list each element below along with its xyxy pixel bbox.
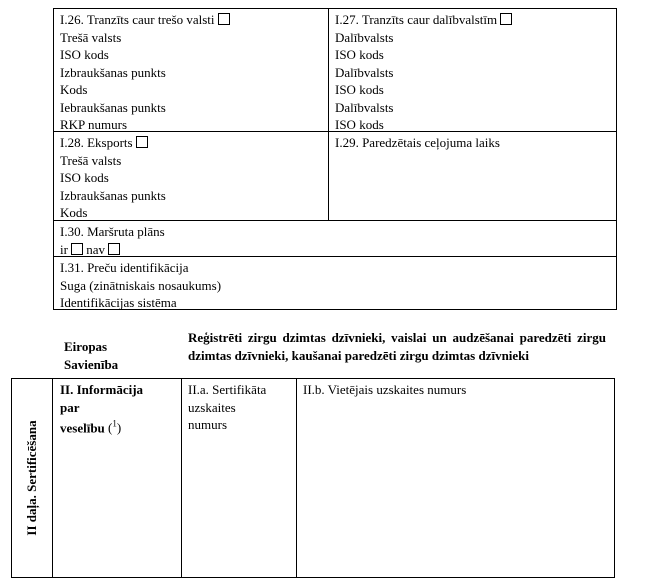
goods-identification-cell bbox=[54, 257, 616, 314]
transit-third-line: ISO kods bbox=[60, 47, 109, 62]
export-line: Trešā valsts bbox=[60, 152, 122, 168]
export-line: Izbraukšanas punkts bbox=[60, 187, 166, 203]
journey-time-cell bbox=[329, 132, 617, 154]
transit-member-line: Dalībvalsts bbox=[335, 29, 394, 45]
route-plan-yes-checkbox[interactable] bbox=[71, 243, 83, 255]
transit-member-line: ISO kods bbox=[335, 82, 384, 97]
transit-third-line: Izbraukšanas punkts bbox=[60, 64, 166, 80]
transit-third-line: Iebraukšanas punkts bbox=[60, 99, 166, 115]
footnote-marker[interactable]: 1 bbox=[112, 419, 117, 429]
route-plan-title: I.30. Maršruta plāns bbox=[60, 224, 165, 239]
transit-member-state-checkbox[interactable] bbox=[500, 13, 512, 25]
goods-identification-line: Suga (zinātniskais nosaukums) bbox=[60, 277, 222, 293]
route-plan-no-label: nav bbox=[86, 241, 105, 257]
transit-third-line: Kods bbox=[60, 82, 88, 97]
export-line: Kods bbox=[60, 205, 88, 220]
route-plan-no-checkbox[interactable] bbox=[108, 243, 120, 255]
local-reference-cell: II.b. Vietējais uzskaites numurs bbox=[303, 382, 467, 397]
export-line: ISO kods bbox=[60, 170, 109, 185]
export-cell bbox=[54, 132, 328, 224]
part2-side-label: II daļa. Sertificēšana bbox=[24, 420, 39, 536]
transit-member-line: ISO kods bbox=[335, 47, 384, 62]
certificate-description: Reģistrēti zirgu dzimtas dzīvnieki, vaislai un audzēšanai paredzēti zirgu dzimtas dzīvnieki, kaušanai paredzēti zirgu dzimtas dzīvnieki bbox=[188, 330, 606, 363]
transit-third-country-title: I.26. Tranzīts caur trešo valsti bbox=[60, 12, 215, 27]
transit-third-country-checkbox[interactable] bbox=[218, 13, 230, 25]
transit-third-line: Trešā valsts bbox=[60, 29, 122, 45]
transit-third-country-cell bbox=[54, 9, 328, 136]
export-checkbox[interactable] bbox=[136, 136, 148, 148]
route-plan-yes-label: ir bbox=[60, 241, 68, 257]
transit-member-line: Dalībvalsts bbox=[335, 99, 394, 115]
transit-member-state-cell bbox=[329, 9, 617, 136]
transit-member-line: ISO kods bbox=[335, 117, 384, 132]
transit-member-line: Dalībvalsts bbox=[335, 64, 394, 80]
goods-identification-title: I.31. Preču identifikācija bbox=[60, 260, 189, 275]
export-title: I.28. Eksports bbox=[60, 135, 133, 150]
journey-time-title: I.29. Paredzētais ceļojuma laiks bbox=[335, 135, 500, 150]
goods-identification-line: Identifikācijas sistēma bbox=[60, 295, 177, 310]
health-information-cell: II. Informācija par veselību ($^1$) bbox=[60, 382, 144, 436]
eu-label: Eiropas Savienība bbox=[64, 339, 119, 372]
certificate-reference-cell: II.a. Sertifikāta uzskaites numurs bbox=[188, 382, 267, 432]
route-plan-cell bbox=[54, 221, 616, 260]
transit-member-state-title: I.27. Tranzīts caur dalībvalstīm bbox=[335, 12, 498, 27]
transit-third-line: RKP numurs bbox=[60, 117, 128, 132]
